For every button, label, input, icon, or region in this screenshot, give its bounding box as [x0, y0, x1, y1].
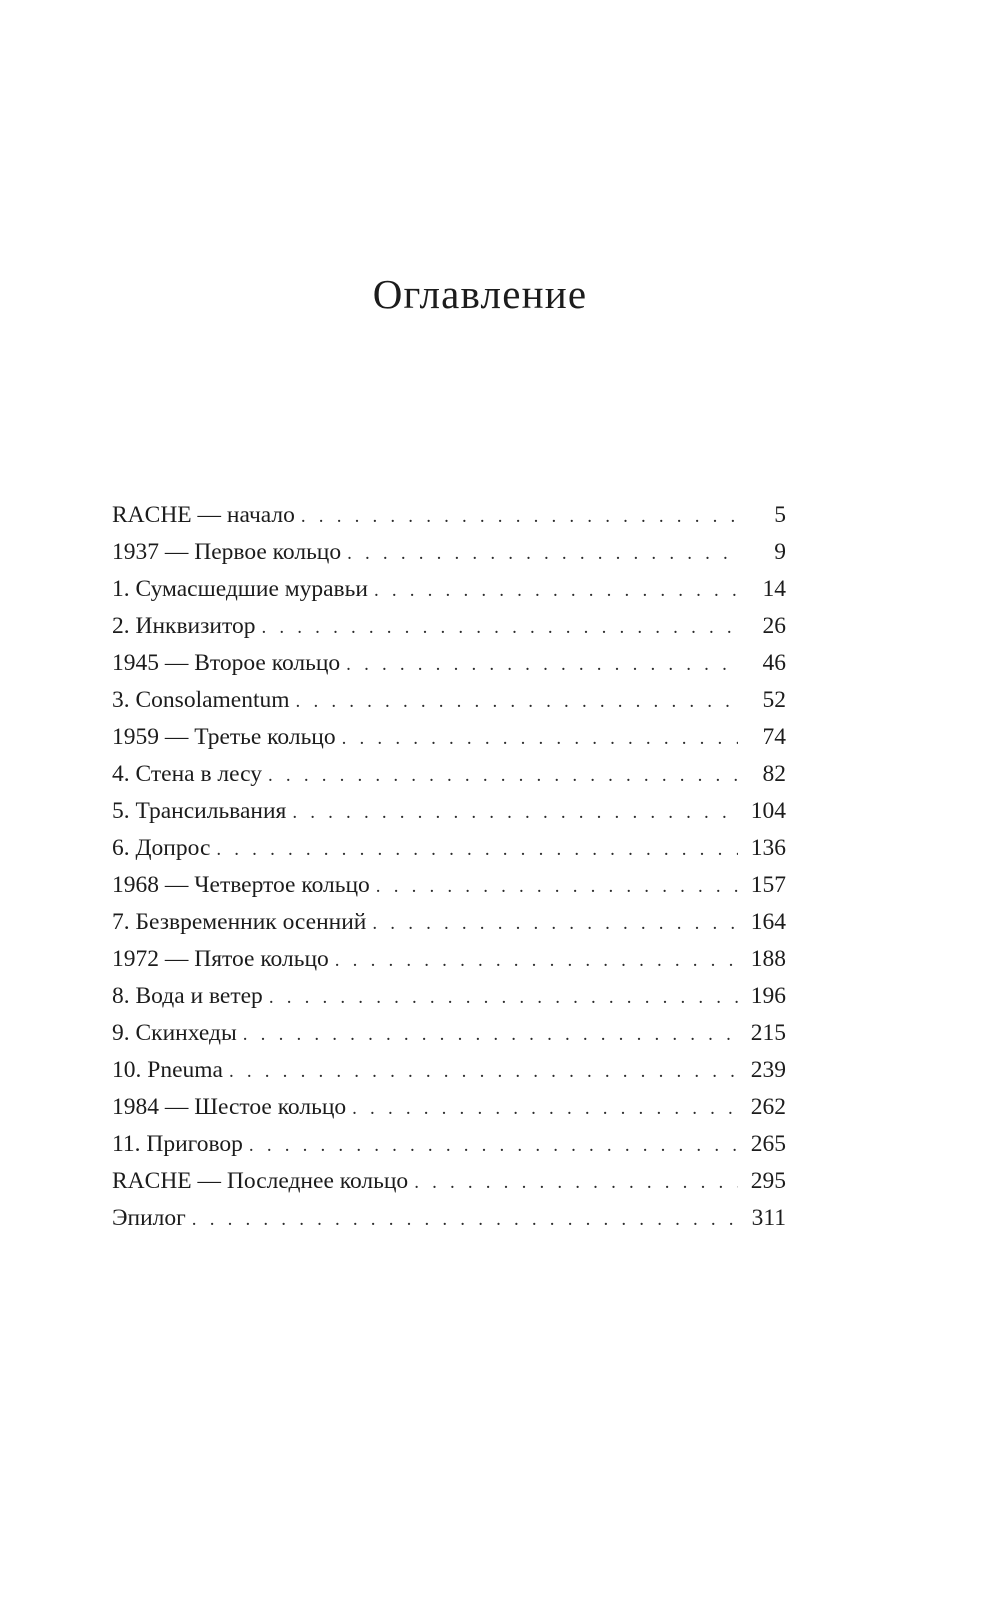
toc-entry[interactable] [112, 645, 786, 682]
toc-entry-page: 5 [774, 502, 786, 528]
toc-entry-title: 10. Pneuma [112, 1052, 229, 1089]
page-title: Оглавление [372, 271, 588, 317]
toc-entry-title: 1945 — Второе кольцо [112, 645, 346, 682]
toc-entry-title: RACHE — начало [112, 497, 301, 534]
dot-leader [372, 905, 738, 941]
toc-entry[interactable] [112, 1052, 786, 1089]
toc-entry-title: 1984 — Шестое кольцо [112, 1089, 352, 1126]
toc-entry-title: 9. Скинхеды [112, 1015, 243, 1052]
toc-entry-page: 136 [750, 835, 786, 861]
toc-entry-page: 14 [762, 576, 786, 602]
toc-entry-title: 2. Инквизитор [112, 608, 261, 645]
toc-entry[interactable] [112, 1163, 786, 1200]
toc-entry[interactable] [112, 497, 786, 534]
toc-entry-page: 265 [750, 1131, 786, 1157]
toc-entry-title: 8. Вода и ветер [112, 978, 269, 1015]
toc-entry-page: 262 [750, 1094, 786, 1120]
dot-leader [261, 609, 738, 645]
toc-entry[interactable] [112, 1015, 786, 1052]
toc-entry[interactable] [112, 1126, 786, 1163]
dot-leader [296, 683, 738, 719]
toc-entry-title: 1968 — Четвертое кольцо [112, 867, 376, 904]
dot-leader [342, 720, 738, 756]
dot-leader [192, 1201, 738, 1237]
toc-entry-title: 1972 — Пятое кольцо [112, 941, 335, 978]
dot-leader [346, 646, 738, 682]
toc-entry[interactable] [112, 719, 786, 756]
toc-entry-page: 74 [762, 724, 786, 750]
dot-leader [374, 572, 738, 608]
dot-leader [414, 1164, 738, 1200]
toc-entry-page: 164 [750, 909, 786, 935]
dot-leader [216, 831, 738, 867]
dot-leader [376, 868, 738, 904]
toc-entry-title: 5. Трансильвания [112, 793, 292, 830]
toc-entry[interactable] [112, 904, 786, 941]
toc-entry-page: 157 [750, 872, 786, 898]
toc-entry-title: 11. Приговор [112, 1126, 249, 1163]
dot-leader [292, 794, 738, 830]
dot-leader [347, 535, 738, 571]
toc-entry-title: 7. Безвременник осенний [112, 904, 372, 941]
toc-entry[interactable] [112, 1200, 786, 1237]
toc-entry-page: 188 [750, 946, 786, 972]
dot-leader [249, 1127, 738, 1163]
dot-leader [335, 942, 738, 978]
toc-entry-title: 4. Стена в лесу [112, 756, 268, 793]
toc-entry[interactable] [112, 978, 786, 1015]
toc-entry-title: Эпилог [112, 1200, 192, 1237]
toc-entry-title: 1959 — Третье кольцо [112, 719, 342, 756]
toc-entry[interactable] [112, 682, 786, 719]
toc-entry-page: 239 [750, 1057, 786, 1083]
toc-entry[interactable] [112, 608, 786, 645]
toc-entry-page: 215 [750, 1020, 786, 1046]
dot-leader [229, 1053, 738, 1089]
dot-leader [268, 757, 738, 793]
toc-entry-page: 295 [750, 1168, 786, 1194]
toc-entry-page: 82 [762, 761, 786, 787]
toc-entry[interactable] [112, 571, 786, 608]
toc-entry[interactable] [112, 1089, 786, 1126]
dot-leader [243, 1016, 738, 1052]
toc-entry-title: RACHE — Последнее кольцо [112, 1163, 414, 1200]
toc-entry-title: 1. Сумасшедшие муравьи [112, 571, 374, 608]
toc-entry-page: 46 [762, 650, 786, 676]
toc-entry-title: 3. Consolamentum [112, 682, 296, 719]
toc-entry[interactable] [112, 830, 786, 867]
toc-entry-title: 1937 — Первое кольцо [112, 534, 347, 571]
toc-entry[interactable] [112, 867, 786, 904]
dot-leader [352, 1090, 738, 1126]
toc-entry[interactable] [112, 793, 786, 830]
toc-entry-page: 9 [774, 539, 786, 565]
toc-entry[interactable] [112, 941, 786, 978]
toc-entry-page: 196 [750, 983, 786, 1009]
toc-entry-page: 52 [762, 687, 786, 713]
toc-entry-page: 26 [762, 613, 786, 639]
toc-entry[interactable] [112, 534, 786, 571]
toc-entry-title: 6. Допрос [112, 830, 216, 867]
dot-leader [301, 498, 738, 534]
dot-leader [269, 979, 738, 1015]
toc-entry-page: 311 [751, 1205, 786, 1231]
table-of-contents [112, 497, 786, 1237]
toc-entry[interactable] [112, 756, 786, 793]
toc-entry-page: 104 [750, 798, 786, 824]
